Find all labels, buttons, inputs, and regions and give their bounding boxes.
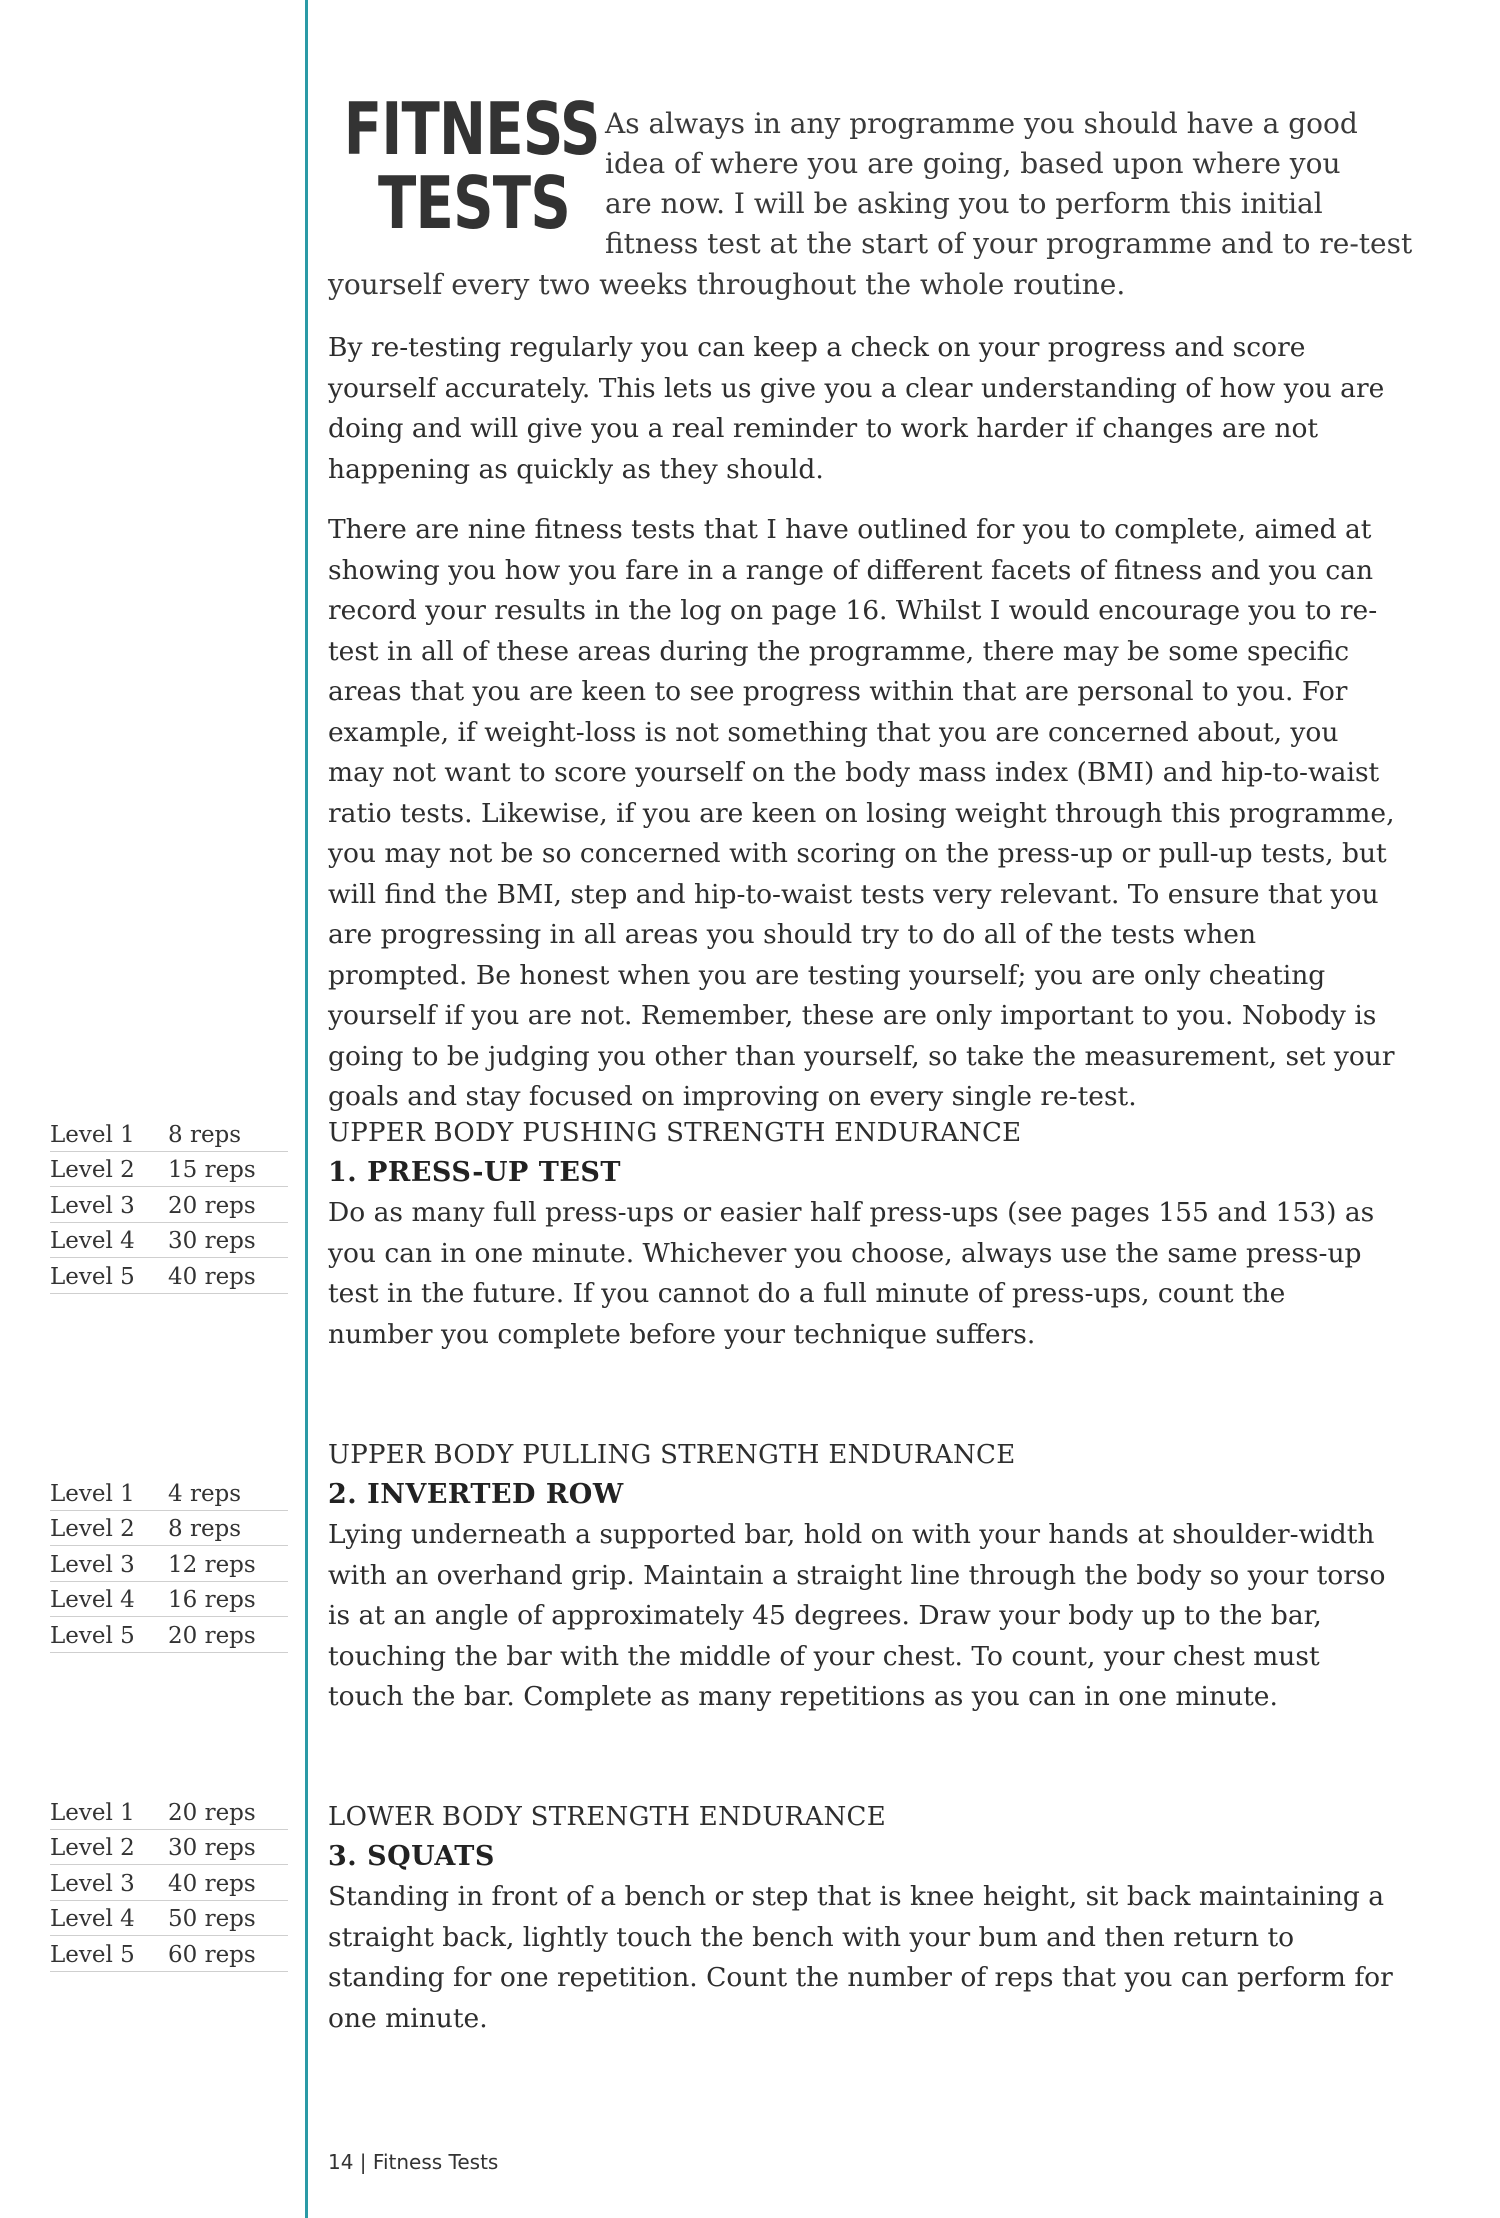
accent-rule [305,0,308,2218]
level-row [50,1475,288,1511]
level-reps: 20 reps [168,1799,256,1826]
level-reps: 16 reps [168,1587,256,1613]
test-heading: 1. PRESS-UP TEST [328,1157,622,1188]
test-kicker: LOWER BODY STRENGTH ENDURANCE [328,1802,886,1832]
level-reps: 30 reps [168,1228,256,1254]
level-reps: 8 reps [168,1121,242,1148]
intro-line: are now. I will be asking you to perform this initial [605,187,1323,220]
page-title [343,87,600,245]
level-row [50,1901,288,1937]
level-row [50,1830,288,1866]
level-label: Level 4 [50,1587,135,1613]
level-reps: 15 reps [168,1157,256,1183]
test-kicker: UPPER BODY PULLING STRENGTH ENDURANCE [328,1440,1016,1470]
level-reps: 12 reps [168,1551,256,1578]
levels-table-squats [50,1794,288,1972]
intro-last-line: yourself every two weeks throughout the whole routine. [328,268,1126,301]
paragraph-retest: By re-testing regularly you can keep a check on your progress and score yourself accurately. This lets us give you a clear understanding of how you are doing and will give you a real reminder to work harder if changes are not happening as quickly as they should. [328,332,1385,485]
level-label: Level 2 [50,1157,135,1183]
level-row [50,1187,288,1223]
level-reps: 4 reps [168,1480,242,1507]
level-reps: 8 reps [168,1516,242,1542]
level-label: Level 5 [50,1622,135,1649]
test-inverted-row [328,1435,1398,1718]
level-reps: 30 reps [168,1835,256,1861]
level-row [50,1794,288,1830]
level-label: Level 4 [50,1228,135,1254]
level-label: Level 3 [50,1551,135,1578]
intro-text [605,104,1413,264]
level-reps: 40 reps [168,1263,256,1290]
level-reps: 60 reps [168,1941,256,1968]
level-label: Level 3 [50,1192,135,1219]
test-press-up [328,1113,1398,1355]
level-row [50,1258,288,1294]
level-reps: 40 reps [168,1870,256,1897]
level-row [50,1511,288,1547]
test-kicker: UPPER BODY PUSHING STRENGTH ENDURANCE [328,1118,1022,1148]
level-row [50,1223,288,1259]
level-label: Level 5 [50,1263,135,1290]
level-label: Level 2 [50,1835,135,1861]
level-row [50,1546,288,1582]
test-body: Lying underneath a supported bar, hold on with your hands at shoulder-width with an overhand grip. Maintain a straight line through the body so your torso is at an angle of approximately 45 degrees. Draw your body up to the bar, touching the bar with the middle of your chest. To count, your chest must touch the bar. Complete as many repetitions as you can in one minute. [328,1519,1386,1712]
paragraph-nine-tests: There are nine fitness tests that I have outlined for you to complete, aimed at showing you how you fare in a range of different facets of fitness and you can record your results in the log on page 16. Whilst I would encourage you to re-test in all of these areas during the programme, there may be some specific areas that you are keen to see progress within that are personal to you. For example, if weight-loss is not something that you are concerned about, you may not want to score yourself on the body mass index (BMI) and hip-to-waist ratio tests. Likewise, if you are keen on losing weight through this programme, you may not be so concerned with scoring on the press-up or pull-up tests, but will find the BMI, step and hip-to-waist tests very relevant. To ensure that you are progressing in all areas you should try to do all of the tests when prompted. Be honest when you are testing yourself; you are only cheating yourself if you are not. Remember, these are only important to you. Nobody is going to be judging you other than yourself, so take the measurement, set your goals and stay focused on improving on every single re-test. [328,514,1395,1112]
title-line-1: FITNESS [343,87,600,171]
level-label: Level 1 [50,1480,135,1507]
level-row [50,1936,288,1972]
test-heading: 3. SQUATS [328,1841,495,1872]
test-body: Do as many full press-ups or easier half press-ups (see pages 155 and 153) as you can in one minute. Whichever you choose, always use the same press-up test in the future. If you cannot do a full minute of press-ups, count the number you complete before your technique suffers. [328,1197,1375,1350]
level-label: Level 1 [50,1799,135,1826]
level-label: Level 4 [50,1906,135,1932]
levels-table-inverted-row [50,1475,288,1653]
level-row [50,1865,288,1901]
page-footer: 14 | Fitness Tests [328,2150,499,2174]
level-reps: 20 reps [168,1192,256,1219]
intro-line: idea of where you are going, based upon where you [605,147,1341,180]
level-label: Level 5 [50,1941,135,1968]
level-label: Level 1 [50,1121,135,1148]
level-reps: 20 reps [168,1622,256,1649]
level-row [50,1152,288,1188]
level-label: Level 3 [50,1870,135,1897]
level-label: Level 2 [50,1516,135,1542]
intro-line: As always in any programme you should have a good [605,107,1358,140]
level-row [50,1582,288,1618]
test-squats [328,1797,1398,2039]
level-row [50,1116,288,1152]
test-body: Standing in front of a bench or step that is knee height, sit back maintaining a straight back, lightly touch the bench with your bum and then return to standing for one repetition. Count the number of reps that you can perform for one minute. [328,1881,1393,2034]
title-line-2: TESTS [378,161,570,245]
levels-table-press-up [50,1116,288,1294]
intro-line: fitness test at the start of your programme and to re-test [605,227,1413,260]
test-heading: 2. INVERTED ROW [328,1479,624,1510]
level-reps: 50 reps [168,1906,256,1932]
level-row [50,1617,288,1653]
